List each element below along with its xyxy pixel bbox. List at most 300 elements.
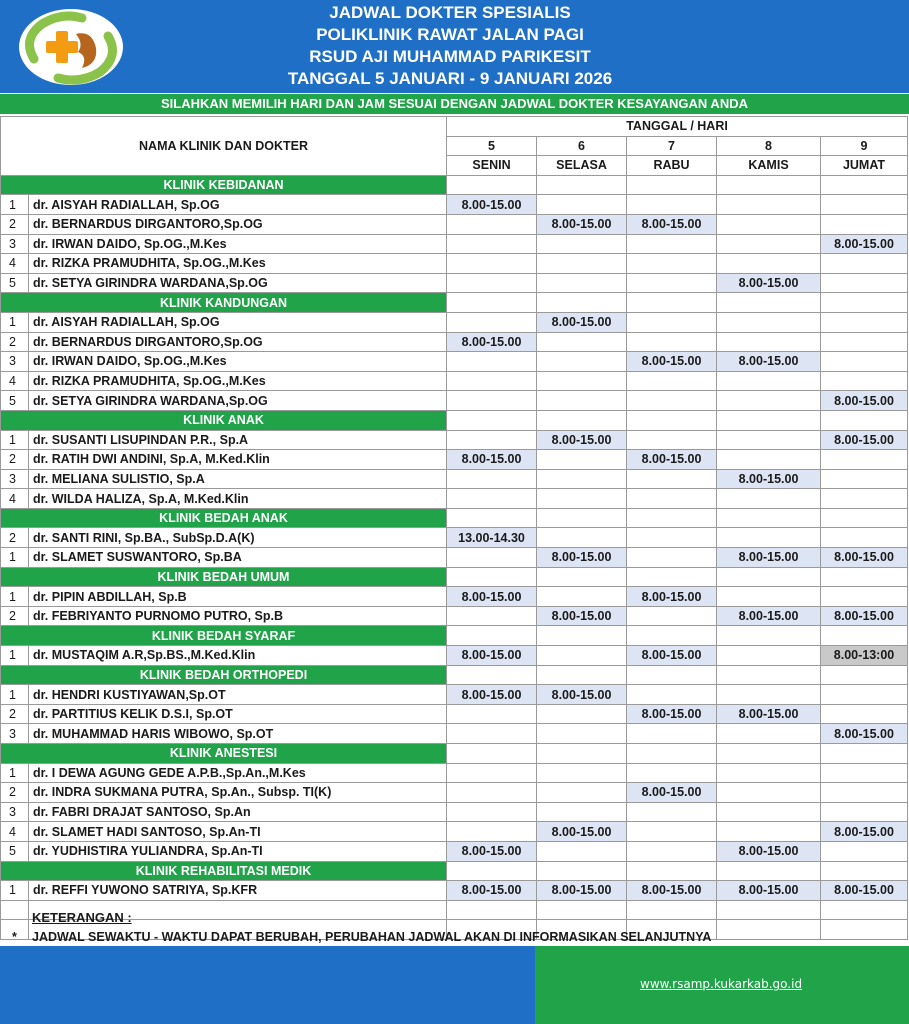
schedule-slot: 8.00-15.00 [627,646,717,666]
schedule-slot [717,450,821,470]
clinic-row [1,293,908,313]
clinic-name: KLINIK KANDUNGAN [1,293,447,313]
doctor-number: 1 [1,195,29,215]
schedule-slot [627,391,717,411]
empty-row [1,900,908,920]
clinic-row-empty-cell [821,626,908,646]
clinic-row-empty-cell [717,744,821,764]
clinic-row-empty-cell [537,567,627,587]
date-cell: 5 [447,136,537,156]
schedule-slot [627,430,717,450]
hospital-logo-icon [12,4,130,90]
schedule-slot [627,724,717,744]
schedule-slot [821,469,908,489]
schedule-slot [447,704,537,724]
clinic-row-empty-cell [717,861,821,881]
schedule-slot [717,783,821,803]
clinic-row-empty-cell [537,293,627,313]
doctor-number: 1 [1,430,29,450]
table-row [1,391,908,411]
table-row [1,273,908,293]
schedule-slot [821,195,908,215]
table-row [1,763,908,783]
doctor-number: 1 [1,646,29,666]
schedule-slot [821,802,908,822]
table-row [1,489,908,509]
schedule-slot [447,469,537,489]
date-column-header: TANGGAL / HARI [447,117,908,137]
doctor-number: 1 [1,763,29,783]
schedule-slot [537,371,627,391]
table-row [1,352,908,372]
schedule-slot: 8.00-15.00 [717,273,821,293]
schedule-slot [537,352,627,372]
doctor-name: dr. FABRI DRAJAT SANTOSO, Sp.An [29,802,447,822]
schedule-slot [717,430,821,450]
doctor-number: 3 [1,802,29,822]
schedule-slot [627,489,717,509]
clinic-row-empty-cell [717,175,821,195]
schedule-slot: 8.00-15.00 [627,450,717,470]
clinic-row-empty-cell [627,665,717,685]
schedule-slot [821,332,908,352]
date-cell: 7 [627,136,717,156]
schedule-slot [717,254,821,274]
schedule-slot: 8.00-15.00 [537,312,627,332]
schedule-slot [821,587,908,607]
clinic-row-empty-cell [821,508,908,528]
doctor-number: 5 [1,273,29,293]
table-row [1,704,908,724]
doctor-name: dr. IRWAN DAIDO, Sp.OG.,M.Kes [29,352,447,372]
schedule-slot [537,273,627,293]
clinic-row-empty-cell [537,626,627,646]
schedule-slot: 8.00-13:00 [821,646,908,666]
schedule-slot: 8.00-15.00 [537,685,627,705]
clinic-row-empty-cell [447,508,537,528]
schedule-slot [717,822,821,842]
table-row [1,450,908,470]
clinic-row-empty-cell [717,410,821,430]
doctor-name: dr. HENDRI KUSTIYAWAN,Sp.OT [29,685,447,705]
schedule-slot [627,606,717,626]
clinic-row-empty-cell [821,744,908,764]
doctor-name: dr. BERNARDUS DIRGANTORO,Sp.OG [29,332,447,352]
doctor-name: dr. WILDA HALIZA, Sp.A, M.Ked.Klin [29,489,447,509]
schedule-slot [627,548,717,568]
header-banner [0,0,909,93]
title-line: TANGGAL 5 JANUARI - 9 JANUARI 2026 [287,69,613,88]
schedule-slot: 8.00-15.00 [447,332,537,352]
clinic-row-empty-cell [627,744,717,764]
schedule-slot: 8.00-15.00 [447,685,537,705]
doctor-name: dr. YUDHISTIRA YULIANDRA, Sp.An-TI [29,841,447,861]
schedule-slot [821,450,908,470]
table-row [1,214,908,234]
clinic-row-empty-cell [447,665,537,685]
doctor-number: 2 [1,450,29,470]
schedule-slot [627,469,717,489]
schedule-slot [537,841,627,861]
schedule-slot [821,489,908,509]
name-column-header: NAMA KLINIK DAN DOKTER [1,117,447,176]
schedule-slot [717,587,821,607]
title-line: POLIKLINIK RAWAT JALAN PAGI [316,25,584,44]
schedule-slot [447,802,537,822]
doctor-number: 4 [1,371,29,391]
doctor-name: dr. AISYAH RADIALLAH, Sp.OG [29,195,447,215]
doctor-name: dr. MELIANA SULISTIO, Sp.A [29,469,447,489]
clinic-row-empty-cell [821,410,908,430]
doctor-number: 2 [1,704,29,724]
schedule-slot [821,312,908,332]
clinic-name: KLINIK BEDAH UMUM [1,567,447,587]
schedule-slot: 8.00-15.00 [717,606,821,626]
schedule-slot [537,802,627,822]
empty-cell [821,900,908,920]
clinic-row-empty-cell [537,861,627,881]
doctor-number: 3 [1,352,29,372]
empty-cell [717,920,821,940]
schedule-slot: 8.00-15.00 [821,724,908,744]
schedule-slot [537,646,627,666]
schedule-slot [821,371,908,391]
clinic-row-empty-cell [447,567,537,587]
schedule-slot [537,704,627,724]
clinic-row-empty-cell [717,626,821,646]
schedule-slot [447,312,537,332]
table-row [1,724,908,744]
schedule-slot [717,802,821,822]
clinic-name: KLINIK KEBIDANAN [1,175,447,195]
doctor-name: dr. BERNARDUS DIRGANTORO,Sp.OG [29,214,447,234]
clinic-row-empty-cell [447,744,537,764]
schedule-slot [537,234,627,254]
table-header-row [1,117,908,137]
table-row [1,606,908,626]
clinic-row-empty-cell [537,508,627,528]
schedule-slot [821,841,908,861]
doctor-number: 3 [1,724,29,744]
schedule-slot [537,724,627,744]
clinic-row [1,626,908,646]
table-row [1,783,908,803]
schedule-slot [447,606,537,626]
schedule-slot [627,685,717,705]
clinic-row-empty-cell [821,567,908,587]
schedule-slot: 8.00-15.00 [627,587,717,607]
schedule-slot [537,763,627,783]
clinic-row-empty-cell [627,175,717,195]
schedule-slot: 8.00-15.00 [821,822,908,842]
schedule-slot: 8.00-15.00 [537,214,627,234]
schedule-slot [717,489,821,509]
doctor-name: dr. SETYA GIRINDRA WARDANA,Sp.OG [29,273,447,293]
schedule-slot: 8.00-15.00 [447,450,537,470]
schedule-slot [717,391,821,411]
schedule-slot [447,371,537,391]
schedule-slot [537,587,627,607]
empty-cell [821,920,908,940]
date-cell: 9 [821,136,908,156]
clinic-row [1,567,908,587]
schedule-slot [717,214,821,234]
clinic-row-empty-cell [447,410,537,430]
table-row [1,802,908,822]
doctor-name: dr. MUHAMMAD HARIS WIBOWO, Sp.OT [29,724,447,744]
schedule-slot [627,273,717,293]
schedule-slot: 8.00-15.00 [537,881,627,901]
schedule-slot [537,195,627,215]
table-row [1,587,908,607]
clinic-row-empty-cell [627,626,717,646]
doctor-name: dr. RATIH DWI ANDINI, Sp.A, M.Ked.Klin [29,450,447,470]
schedule-slot: 8.00-15.00 [447,587,537,607]
doctor-number: 1 [1,881,29,901]
schedule-slot: 8.00-15.00 [821,391,908,411]
clinic-row-empty-cell [447,861,537,881]
schedule-slot [717,724,821,744]
schedule-slot: 8.00-15.00 [537,548,627,568]
table-row [1,430,908,450]
empty-cell [447,900,537,920]
clinic-row-empty-cell [717,293,821,313]
schedule-slot: 8.00-15.00 [821,606,908,626]
clinic-name: KLINIK REHABILITASI MEDIK [1,861,447,881]
schedule-slot [537,783,627,803]
schedule-slot [821,685,908,705]
doctor-number: 1 [1,312,29,332]
schedule-slot: 8.00-15.00 [821,548,908,568]
doctor-number: 3 [1,234,29,254]
clinic-row-empty-cell [821,665,908,685]
clinic-row [1,175,908,195]
doctor-name: dr. PARTITIUS KELIK D.S.I, Sp.OT [29,704,447,724]
table-row [1,528,908,548]
day-cell: JUMAT [821,156,908,176]
schedule-slot [537,469,627,489]
title-block [140,2,760,90]
clinic-name: KLINIK BEDAH ANAK [1,508,447,528]
doctor-number: 5 [1,841,29,861]
doctor-name: dr. SUSANTI LISUPINDAN P.R., Sp.A [29,430,447,450]
schedule-slot: 8.00-15.00 [717,881,821,901]
doctor-name: dr. IRWAN DAIDO, Sp.OG.,M.Kes [29,234,447,254]
title-line: RSUD AJI MUHAMMAD PARIKESIT [309,47,591,66]
doctor-number: 3 [1,469,29,489]
clinic-row-empty-cell [537,175,627,195]
schedule-slot [821,214,908,234]
schedule-slot [717,332,821,352]
schedule-slot [821,352,908,372]
doctor-number: 1 [1,685,29,705]
schedule-slot [821,528,908,548]
schedule-slot: 8.00-15.00 [537,822,627,842]
clinic-name: KLINIK BEDAH ORTHOPEDI [1,665,447,685]
website-link[interactable]: www.rsamp.kukarkab.go.id [640,977,803,991]
table-row [1,332,908,352]
schedule-table [0,116,908,940]
schedule-slot [447,548,537,568]
schedule-slot [717,763,821,783]
schedule-slot: 8.00-15.00 [821,881,908,901]
clinic-row-empty-cell [821,293,908,313]
doctor-name: dr. AISYAH RADIALLAH, Sp.OG [29,312,447,332]
schedule-slot: 8.00-15.00 [627,704,717,724]
empty-cell [627,900,717,920]
table-row [1,234,908,254]
schedule-slot [627,195,717,215]
clinic-name: KLINIK BEDAH SYARAF [1,626,447,646]
schedule-slot: 8.00-15.00 [447,841,537,861]
schedule-slot: 8.00-15.00 [447,646,537,666]
subtitle-bar: SILAHKAN MEMILIH HARI DAN JAM SESUAI DENGAN JADWAL DOKTER KESAYANGAN ANDA [0,94,909,114]
table-row [1,254,908,274]
title-line: JADWAL DOKTER SPESIALIS [329,3,571,22]
table-row [1,841,908,861]
schedule-slot: 8.00-15.00 [717,352,821,372]
clinic-row-empty-cell [537,744,627,764]
schedule-slot [447,214,537,234]
clinic-row-empty-cell [627,861,717,881]
schedule-slot [717,234,821,254]
clinic-row-empty-cell [717,665,821,685]
table-row [1,822,908,842]
clinic-row-empty-cell [537,665,627,685]
schedule-slot [447,724,537,744]
schedule-slot: 8.00-15.00 [821,234,908,254]
doctor-number: 1 [1,587,29,607]
schedule-slot: 8.00-15.00 [821,430,908,450]
schedule-slot [537,489,627,509]
schedule-slot [447,391,537,411]
clinic-row-empty-cell [627,410,717,430]
schedule-slot [821,783,908,803]
schedule-slot [821,254,908,274]
schedule-slot: 8.00-15.00 [717,704,821,724]
schedule-slot [447,430,537,450]
schedule-slot [627,371,717,391]
clinic-row-empty-cell [627,508,717,528]
schedule-slot: 8.00-15.00 [717,469,821,489]
clinic-row [1,665,908,685]
table-row [1,195,908,215]
doctor-number: 2 [1,214,29,234]
doctor-name: dr. RIZKA PRAMUDHITA, Sp.OG.,M.Kes [29,254,447,274]
day-cell: RABU [627,156,717,176]
doctor-number: 2 [1,332,29,352]
schedule-slot [447,822,537,842]
table-row [1,312,908,332]
day-cell: SELASA [537,156,627,176]
day-cell: KAMIS [717,156,821,176]
schedule-slot [537,450,627,470]
clinic-row-empty-cell [447,293,537,313]
doctor-name: dr. FEBRIYANTO PURNOMO PUTRO, Sp.B [29,606,447,626]
clinic-row-empty-cell [537,410,627,430]
schedule-slot [627,332,717,352]
schedule-slot [717,646,821,666]
schedule-slot [627,763,717,783]
date-cell: 8 [717,136,821,156]
schedule-slot [537,528,627,548]
schedule-slot [447,273,537,293]
doctor-number: 4 [1,254,29,274]
clinic-row-empty-cell [447,626,537,646]
clinic-row-empty-cell [627,567,717,587]
schedule-slot [717,371,821,391]
clinic-row-empty-cell [447,175,537,195]
schedule-slot: 8.00-15.00 [627,783,717,803]
date-cell: 6 [537,136,627,156]
empty-cell [717,900,821,920]
doctor-number: 2 [1,528,29,548]
day-cell: SENIN [447,156,537,176]
clinic-row [1,508,908,528]
schedule-slot: 8.00-15.00 [717,841,821,861]
schedule-slot [537,391,627,411]
clinic-name: KLINIK ANAK [1,410,447,430]
schedule-slot: 8.00-15.00 [447,195,537,215]
schedule-slot [447,783,537,803]
doctor-name: dr. INDRA SUKMANA PUTRA, Sp.An., Subsp. TI(K) [29,783,447,803]
schedule-slot [627,234,717,254]
footer-blue-band [0,946,535,1024]
table-row [1,685,908,705]
schedule-slot [627,822,717,842]
clinic-row [1,744,908,764]
table-row [1,548,908,568]
doctor-name: dr. PIPIN ABDILLAH, Sp.B [29,587,447,607]
notes-bullet: * [12,930,17,944]
schedule-slot [627,254,717,274]
schedule-slot [447,763,537,783]
schedule-slot: 8.00-15.00 [537,606,627,626]
schedule-slot [821,763,908,783]
doctor-number: 2 [1,783,29,803]
doctor-number: 4 [1,822,29,842]
schedule-slot [627,528,717,548]
clinic-row-empty-cell [717,508,821,528]
schedule-slot [447,234,537,254]
doctor-name: dr. SLAMET SUSWANTORO, Sp.BA [29,548,447,568]
doctor-number: 2 [1,606,29,626]
doctor-name: dr. REFFI YUWONO SATRIYA, Sp.KFR [29,881,447,901]
clinic-row-empty-cell [821,861,908,881]
clinic-row-empty-cell [717,567,821,587]
schedule-slot [447,352,537,372]
table-row [1,646,908,666]
schedule-slot [447,254,537,274]
schedule-slot: 8.00-15.00 [627,214,717,234]
schedule-slot: 8.00-15.00 [717,548,821,568]
schedule-slot: 13.00-14.30 [447,528,537,548]
schedule-slot [447,489,537,509]
doctor-name: dr. MUSTAQIM A.R,Sp.BS.,M.Ked.Klin [29,646,447,666]
doctor-name: dr. I DEWA AGUNG GEDE A.P.B.,Sp.An.,M.Kes [29,763,447,783]
doctor-number: 1 [1,548,29,568]
clinic-row [1,410,908,430]
schedule-slot: 8.00-15.00 [627,352,717,372]
schedule-slot [627,312,717,332]
schedule-slot [537,254,627,274]
doctor-name: dr. SETYA GIRINDRA WARDANA,Sp.OG [29,391,447,411]
doctor-number: 4 [1,489,29,509]
table-row [1,469,908,489]
schedule-slot [537,332,627,352]
clinic-row [1,861,908,881]
schedule-slot [717,312,821,332]
